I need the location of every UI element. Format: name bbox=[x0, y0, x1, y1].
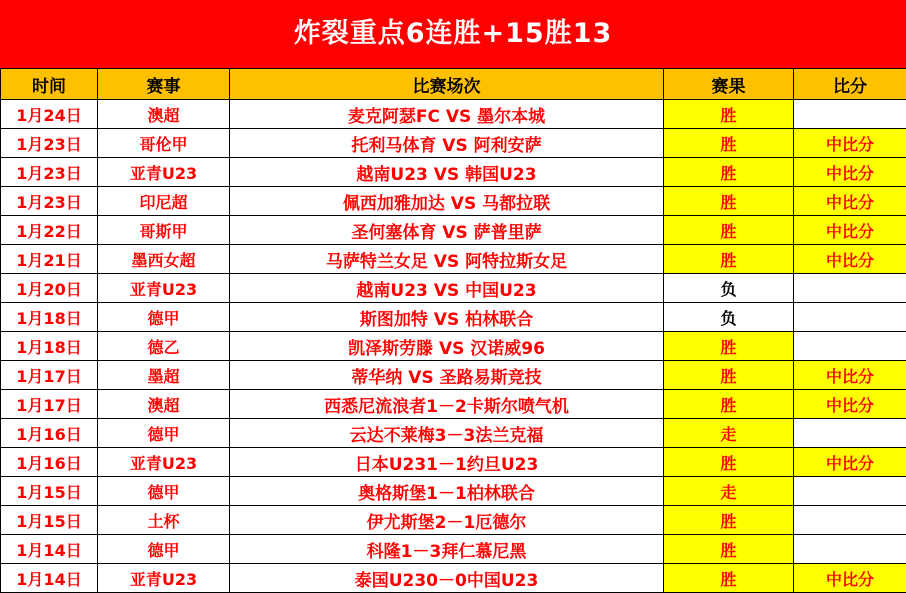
table-row bbox=[1, 100, 906, 129]
cell-result: 胜 bbox=[664, 129, 794, 158]
cell-league: 亚青U23 bbox=[98, 564, 230, 593]
cell-league: 德甲 bbox=[98, 477, 230, 506]
table-row bbox=[1, 390, 906, 419]
cell-result: 胜 bbox=[664, 245, 794, 274]
cell-league: 德甲 bbox=[98, 303, 230, 332]
cell-result: 胜 bbox=[664, 390, 794, 419]
cell-result: 走 bbox=[664, 419, 794, 448]
cell-date: 1月18日 bbox=[1, 303, 98, 332]
cell-score bbox=[794, 274, 906, 303]
cell-score: 中比分 bbox=[794, 361, 906, 390]
table-row bbox=[1, 187, 906, 216]
cell-score bbox=[794, 535, 906, 564]
cell-date: 1月14日 bbox=[1, 564, 98, 593]
table-row bbox=[1, 361, 906, 390]
cell-result: 胜 bbox=[664, 506, 794, 535]
cell-score: 中比分 bbox=[794, 158, 906, 187]
table-row bbox=[1, 274, 906, 303]
column-header-match: 比赛场次 bbox=[230, 69, 664, 100]
table-row bbox=[1, 332, 906, 361]
cell-match: 奥格斯堡1－1柏林联合 bbox=[230, 477, 664, 506]
cell-match: 托利马体育 VS 阿利安萨 bbox=[230, 129, 664, 158]
cell-date: 1月15日 bbox=[1, 477, 98, 506]
table-row bbox=[1, 419, 906, 448]
header-row bbox=[1, 69, 906, 100]
cell-date: 1月18日 bbox=[1, 332, 98, 361]
cell-league: 德甲 bbox=[98, 419, 230, 448]
cell-league: 亚青U23 bbox=[98, 274, 230, 303]
cell-score: 中比分 bbox=[794, 216, 906, 245]
cell-result: 负 bbox=[664, 303, 794, 332]
cell-league: 墨西女超 bbox=[98, 245, 230, 274]
cell-result: 胜 bbox=[664, 448, 794, 477]
cell-score: 中比分 bbox=[794, 564, 906, 593]
cell-result: 走 bbox=[664, 477, 794, 506]
cell-result: 胜 bbox=[664, 361, 794, 390]
cell-date: 1月22日 bbox=[1, 216, 98, 245]
cell-match: 蒂华纳 VS 圣路易斯竞技 bbox=[230, 361, 664, 390]
cell-match: 越南U23 VS 韩国U23 bbox=[230, 158, 664, 187]
table-row bbox=[1, 245, 906, 274]
table-row bbox=[1, 158, 906, 187]
cell-match: 科隆1－3拜仁慕尼黑 bbox=[230, 535, 664, 564]
cell-date: 1月24日 bbox=[1, 100, 98, 129]
cell-date: 1月23日 bbox=[1, 129, 98, 158]
cell-score bbox=[794, 332, 906, 361]
table-row bbox=[1, 448, 906, 477]
cell-result: 胜 bbox=[664, 564, 794, 593]
cell-match: 麦克阿瑟FC VS 墨尔本城 bbox=[230, 100, 664, 129]
cell-match: 越南U23 VS 中国U23 bbox=[230, 274, 664, 303]
column-header-score: 比分 bbox=[794, 69, 906, 100]
cell-result: 胜 bbox=[664, 187, 794, 216]
cell-league: 土杯 bbox=[98, 506, 230, 535]
cell-score: 中比分 bbox=[794, 245, 906, 274]
cell-league: 德乙 bbox=[98, 332, 230, 361]
cell-score bbox=[794, 303, 906, 332]
cell-match: 伊尤斯堡2－1厄德尔 bbox=[230, 506, 664, 535]
cell-league: 德甲 bbox=[98, 535, 230, 564]
cell-score bbox=[794, 100, 906, 129]
cell-match: 马萨特兰女足 VS 阿特拉斯女足 bbox=[230, 245, 664, 274]
table-row bbox=[1, 216, 906, 245]
cell-date: 1月21日 bbox=[1, 245, 98, 274]
table-row bbox=[1, 129, 906, 158]
cell-date: 1月17日 bbox=[1, 361, 98, 390]
cell-league: 墨超 bbox=[98, 361, 230, 390]
cell-result: 负 bbox=[664, 274, 794, 303]
cell-score bbox=[794, 419, 906, 448]
cell-score bbox=[794, 477, 906, 506]
cell-result: 胜 bbox=[664, 158, 794, 187]
cell-match: 日本U231－1约旦U23 bbox=[230, 448, 664, 477]
cell-match: 佩西加雅加达 VS 马都拉联 bbox=[230, 187, 664, 216]
cell-league: 亚青U23 bbox=[98, 448, 230, 477]
cell-match: 斯图加特 VS 柏林联合 bbox=[230, 303, 664, 332]
table-body bbox=[1, 100, 906, 593]
cell-score: 中比分 bbox=[794, 129, 906, 158]
cell-match: 泰国U230－0中国U23 bbox=[230, 564, 664, 593]
cell-score: 中比分 bbox=[794, 187, 906, 216]
table-row bbox=[1, 303, 906, 332]
page-title: 炸裂重点6连胜+15胜13 bbox=[0, 0, 906, 68]
cell-score bbox=[794, 506, 906, 535]
cell-date: 1月17日 bbox=[1, 390, 98, 419]
cell-date: 1月16日 bbox=[1, 419, 98, 448]
cell-match: 凯泽斯劳滕 VS 汉诺威96 bbox=[230, 332, 664, 361]
cell-date: 1月23日 bbox=[1, 158, 98, 187]
cell-score: 中比分 bbox=[794, 448, 906, 477]
column-header-date: 时间 bbox=[1, 69, 98, 100]
results-table bbox=[0, 68, 906, 593]
cell-score: 中比分 bbox=[794, 390, 906, 419]
cell-date: 1月14日 bbox=[1, 535, 98, 564]
table-row bbox=[1, 506, 906, 535]
column-header-league: 赛事 bbox=[98, 69, 230, 100]
table-row bbox=[1, 535, 906, 564]
cell-date: 1月15日 bbox=[1, 506, 98, 535]
cell-result: 胜 bbox=[664, 216, 794, 245]
cell-match: 云达不莱梅3－3法兰克福 bbox=[230, 419, 664, 448]
column-header-result: 赛果 bbox=[664, 69, 794, 100]
cell-league: 澳超 bbox=[98, 390, 230, 419]
cell-result: 胜 bbox=[664, 332, 794, 361]
cell-date: 1月23日 bbox=[1, 187, 98, 216]
cell-league: 哥斯甲 bbox=[98, 216, 230, 245]
cell-league: 澳超 bbox=[98, 100, 230, 129]
cell-date: 1月20日 bbox=[1, 274, 98, 303]
cell-match: 西悉尼流浪者1－2卡斯尔喷气机 bbox=[230, 390, 664, 419]
cell-date: 1月16日 bbox=[1, 448, 98, 477]
table-header bbox=[1, 69, 906, 100]
table-row bbox=[1, 477, 906, 506]
cell-league: 印尼超 bbox=[98, 187, 230, 216]
cell-result: 胜 bbox=[664, 535, 794, 564]
cell-match: 圣何塞体育 VS 萨普里萨 bbox=[230, 216, 664, 245]
cell-league: 哥伦甲 bbox=[98, 129, 230, 158]
cell-result: 胜 bbox=[664, 100, 794, 129]
cell-league: 亚青U23 bbox=[98, 158, 230, 187]
table-row bbox=[1, 564, 906, 593]
